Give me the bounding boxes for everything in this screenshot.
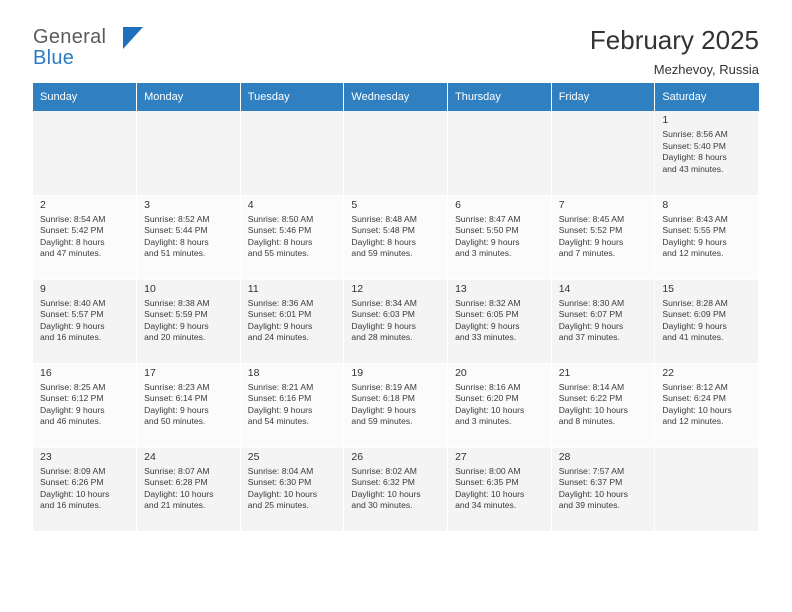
day-number: 25 bbox=[247, 450, 260, 463]
calendar-day-cell bbox=[448, 447, 552, 531]
day-info-line: Daylight: 8 hours bbox=[662, 152, 727, 163]
day-info-line: Daylight: 10 hours bbox=[662, 404, 732, 415]
day-number: 4 bbox=[247, 198, 254, 211]
calendar-header-row bbox=[33, 83, 759, 111]
day-info-line: Daylight: 10 hours bbox=[558, 404, 628, 415]
day-number: 7 bbox=[558, 198, 565, 211]
day-number: 16 bbox=[40, 366, 52, 379]
column-header-sunday: Sunday bbox=[33, 83, 137, 111]
day-number: 3 bbox=[144, 198, 150, 211]
day-info-line: and 25 minutes. bbox=[247, 500, 309, 511]
day-info-line: Daylight: 9 hours bbox=[455, 236, 520, 247]
calendar-day-cell bbox=[137, 363, 241, 447]
day-info-line: Daylight: 10 hours bbox=[40, 488, 110, 499]
calendar-day-cell bbox=[344, 279, 448, 363]
page-title: February 2025 bbox=[589, 25, 759, 55]
calendar-week-row bbox=[33, 279, 759, 363]
day-number: 10 bbox=[144, 282, 156, 295]
day-info-line: and 33 minutes. bbox=[455, 332, 517, 343]
calendar-day-cell bbox=[240, 195, 344, 279]
day-info-line: and 37 minutes. bbox=[558, 332, 620, 343]
day-info-line: Sunset: 5:48 PM bbox=[351, 225, 415, 236]
day-number: 2 bbox=[40, 198, 46, 211]
day-sun-info bbox=[351, 214, 441, 260]
day-sun-info bbox=[559, 298, 649, 344]
day-info-line: Sunset: 6:20 PM bbox=[455, 393, 519, 404]
title-block bbox=[590, 27, 759, 77]
day-sun-info bbox=[40, 298, 130, 344]
day-info-line: Sunrise: 8:07 AM bbox=[144, 465, 210, 476]
day-info-line: Sunset: 6:26 PM bbox=[40, 477, 104, 488]
day-info-line: Daylight: 10 hours bbox=[455, 488, 525, 499]
day-info-line: and 12 minutes. bbox=[662, 416, 724, 427]
calendar-day-cell bbox=[33, 447, 137, 531]
day-info-line: and 30 minutes. bbox=[351, 500, 413, 511]
day-sun-info bbox=[455, 466, 545, 512]
calendar-day-cell bbox=[551, 363, 655, 447]
day-info-line: Sunrise: 8:50 AM bbox=[247, 213, 314, 224]
day-info-line: and 16 minutes. bbox=[40, 332, 102, 343]
day-sun-info bbox=[662, 129, 752, 175]
day-sun-info bbox=[662, 214, 752, 260]
day-info-line: and 28 minutes. bbox=[351, 332, 413, 343]
day-info-line: and 24 minutes. bbox=[247, 332, 309, 343]
day-sun-info bbox=[559, 466, 649, 512]
day-info-line: Daylight: 10 hours bbox=[351, 488, 421, 499]
day-info-line: and 41 minutes. bbox=[662, 332, 724, 343]
day-sun-info bbox=[144, 466, 234, 512]
day-info-line: and 16 minutes. bbox=[40, 500, 102, 511]
flag-icon bbox=[123, 27, 143, 49]
column-header-wednesday: Wednesday bbox=[344, 83, 448, 111]
day-info-line: and 46 minutes. bbox=[40, 416, 102, 427]
day-sun-info bbox=[455, 214, 545, 260]
calendar-day-cell bbox=[551, 195, 655, 279]
calendar-day-cell bbox=[240, 447, 344, 531]
day-info-line: Sunrise: 8:48 AM bbox=[351, 213, 417, 224]
logo-text-general: General bbox=[33, 26, 107, 48]
day-info-line: Sunset: 5:40 PM bbox=[662, 140, 726, 151]
day-info-line: Sunset: 6:01 PM bbox=[247, 309, 312, 320]
day-sun-info bbox=[40, 382, 130, 428]
day-info-line: Sunset: 6:37 PM bbox=[558, 477, 623, 488]
day-info-line: Daylight: 9 hours bbox=[662, 236, 727, 247]
day-info-line: Sunset: 5:52 PM bbox=[558, 225, 623, 236]
day-number: 6 bbox=[455, 198, 461, 211]
day-number: 17 bbox=[144, 366, 156, 379]
day-info-line: and 3 minutes. bbox=[455, 416, 512, 427]
day-info-line: and 39 minutes. bbox=[558, 500, 620, 511]
day-number: 21 bbox=[558, 366, 571, 379]
day-info-line: Sunrise: 8:23 AM bbox=[144, 381, 210, 392]
day-info-line: Daylight: 9 hours bbox=[455, 320, 520, 331]
calendar-day-cell bbox=[137, 447, 241, 531]
day-info-line: Daylight: 9 hours bbox=[558, 320, 624, 331]
day-info-line: Sunrise: 8:54 AM bbox=[40, 213, 106, 224]
day-info-line: Sunrise: 8:28 AM bbox=[662, 297, 728, 308]
day-sun-info bbox=[559, 214, 649, 260]
calendar-cell-empty bbox=[448, 111, 552, 195]
page-header bbox=[33, 0, 759, 78]
day-info-line: Sunset: 6:05 PM bbox=[455, 309, 519, 320]
calendar-day-cell bbox=[448, 279, 552, 363]
day-info-line: Sunrise: 8:36 AM bbox=[247, 297, 314, 308]
day-info-line: Sunset: 5:59 PM bbox=[144, 309, 208, 320]
day-info-line: Sunrise: 8:12 AM bbox=[662, 381, 728, 392]
day-info-line: and 34 minutes. bbox=[455, 500, 517, 511]
day-sun-info bbox=[455, 382, 545, 428]
day-number: 24 bbox=[144, 450, 156, 463]
day-number: 8 bbox=[662, 198, 669, 211]
day-number: 22 bbox=[662, 366, 675, 379]
day-info-line: Sunset: 5:44 PM bbox=[144, 225, 208, 236]
day-info-line: Sunset: 6:14 PM bbox=[144, 393, 208, 404]
day-info-line: Sunset: 6:28 PM bbox=[144, 477, 208, 488]
logo-text-blue: Blue bbox=[33, 47, 75, 69]
day-number: 15 bbox=[662, 282, 675, 295]
day-info-line: Daylight: 8 hours bbox=[351, 236, 416, 247]
day-number: 20 bbox=[455, 366, 467, 379]
day-info-line: Daylight: 10 hours bbox=[247, 488, 318, 499]
day-info-line: and 51 minutes. bbox=[144, 248, 206, 259]
calendar-day-cell bbox=[137, 195, 241, 279]
day-number: 1 bbox=[662, 114, 669, 126]
day-info-line: Sunset: 5:57 PM bbox=[40, 309, 104, 320]
day-info-line: Daylight: 9 hours bbox=[662, 320, 727, 331]
day-number: 18 bbox=[247, 366, 260, 379]
calendar-cell-empty bbox=[240, 111, 344, 195]
calendar-day-cell bbox=[448, 195, 552, 279]
calendar-day-cell bbox=[344, 447, 448, 531]
day-info-line: Sunrise: 8:09 AM bbox=[40, 465, 106, 476]
day-info-line: Sunrise: 8:21 AM bbox=[247, 381, 314, 392]
day-info-line: Sunrise: 8:25 AM bbox=[40, 381, 106, 392]
day-info-line: Sunset: 6:07 PM bbox=[558, 309, 623, 320]
calendar-week-row bbox=[33, 363, 759, 447]
day-info-line: Daylight: 9 hours bbox=[247, 404, 313, 415]
day-info-line: Sunrise: 8:02 AM bbox=[351, 465, 417, 476]
day-info-line: Daylight: 9 hours bbox=[144, 320, 209, 331]
day-info-line: Sunrise: 8:40 AM bbox=[40, 297, 106, 308]
page-subtitle: Mezhevoy, Russia bbox=[653, 62, 759, 78]
day-number: 9 bbox=[40, 282, 46, 295]
day-info-line: Sunset: 6:16 PM bbox=[247, 393, 312, 404]
column-header-monday: Monday bbox=[137, 83, 241, 111]
calendar-day-cell bbox=[655, 195, 759, 279]
day-sun-info bbox=[144, 382, 234, 428]
calendar-day-cell bbox=[551, 279, 655, 363]
day-info-line: Daylight: 9 hours bbox=[40, 404, 105, 415]
day-number: 13 bbox=[455, 282, 467, 295]
day-info-line: and 54 minutes. bbox=[247, 416, 309, 427]
day-info-line: Daylight: 9 hours bbox=[144, 404, 209, 415]
day-info-line: Daylight: 9 hours bbox=[351, 404, 416, 415]
logo[interactable] bbox=[33, 27, 153, 73]
day-info-line: Daylight: 8 hours bbox=[40, 236, 105, 247]
day-sun-info bbox=[559, 382, 649, 428]
day-info-line: Sunset: 5:55 PM bbox=[662, 225, 726, 236]
column-header-friday: Friday bbox=[551, 83, 655, 111]
day-info-line: Sunrise: 8:34 AM bbox=[351, 297, 417, 308]
column-header-thursday: Thursday bbox=[448, 83, 552, 111]
day-number: 19 bbox=[351, 366, 364, 379]
day-info-line: and 21 minutes. bbox=[144, 500, 206, 511]
day-info-line: Sunset: 6:32 PM bbox=[351, 477, 415, 488]
day-info-line: and 50 minutes. bbox=[144, 416, 206, 427]
day-info-line: Sunset: 6:35 PM bbox=[455, 477, 519, 488]
day-number: 23 bbox=[40, 450, 52, 463]
day-info-line: and 8 minutes. bbox=[558, 416, 616, 427]
calendar-cell-empty bbox=[655, 447, 759, 531]
day-info-line: and 20 minutes. bbox=[144, 332, 206, 343]
day-number: 26 bbox=[351, 450, 364, 463]
day-number: 28 bbox=[558, 450, 571, 463]
day-info-line: Sunset: 5:50 PM bbox=[455, 225, 519, 236]
day-sun-info bbox=[662, 382, 752, 428]
day-sun-info bbox=[248, 214, 338, 260]
calendar-day-cell bbox=[240, 279, 344, 363]
day-info-line: Sunset: 6:30 PM bbox=[247, 477, 312, 488]
calendar-table bbox=[33, 83, 759, 532]
column-header-saturday: Saturday bbox=[655, 83, 759, 111]
calendar-day-cell bbox=[655, 111, 759, 195]
day-number: 12 bbox=[351, 282, 364, 295]
day-info-line: Sunrise: 8:56 AM bbox=[662, 129, 728, 139]
day-info-line: Sunset: 6:09 PM bbox=[662, 309, 726, 320]
day-info-line: Sunset: 6:18 PM bbox=[351, 393, 415, 404]
day-info-line: and 59 minutes. bbox=[351, 416, 413, 427]
day-info-line: and 3 minutes. bbox=[455, 248, 512, 259]
calendar-day-cell bbox=[344, 195, 448, 279]
day-info-line: Sunrise: 8:19 AM bbox=[351, 381, 417, 392]
day-info-line: Sunrise: 8:52 AM bbox=[144, 213, 210, 224]
calendar-cell-empty bbox=[137, 111, 241, 195]
calendar-body bbox=[33, 111, 759, 531]
column-header-tuesday: Tuesday bbox=[240, 83, 344, 111]
day-info-line: Sunset: 6:22 PM bbox=[558, 393, 623, 404]
day-info-line: Daylight: 10 hours bbox=[558, 488, 628, 499]
day-info-line: Sunrise: 8:47 AM bbox=[455, 213, 521, 224]
day-sun-info bbox=[351, 382, 441, 428]
day-info-line: Daylight: 10 hours bbox=[455, 404, 525, 415]
day-info-line: Sunrise: 8:16 AM bbox=[455, 381, 521, 392]
calendar-cell-empty bbox=[551, 111, 655, 195]
calendar-day-cell bbox=[448, 363, 552, 447]
day-info-line: Sunset: 5:46 PM bbox=[247, 225, 312, 236]
calendar-day-cell bbox=[344, 363, 448, 447]
day-info-line: Daylight: 10 hours bbox=[144, 488, 214, 499]
day-sun-info bbox=[351, 466, 441, 512]
calendar-week-row bbox=[33, 111, 759, 195]
day-info-line: Sunrise: 8:30 AM bbox=[558, 297, 625, 308]
day-sun-info bbox=[248, 382, 338, 428]
day-sun-info bbox=[662, 298, 752, 344]
day-info-line: and 47 minutes. bbox=[40, 248, 102, 259]
day-info-line: and 7 minutes. bbox=[558, 248, 616, 259]
day-sun-info bbox=[248, 466, 338, 512]
calendar-week-row bbox=[33, 447, 759, 531]
calendar-day-cell bbox=[655, 363, 759, 447]
day-sun-info bbox=[144, 214, 234, 260]
day-info-line: Sunset: 6:03 PM bbox=[351, 309, 415, 320]
day-info-line: Sunset: 6:12 PM bbox=[40, 393, 104, 404]
day-info-line: and 55 minutes. bbox=[247, 248, 309, 259]
calendar-cell-empty bbox=[344, 111, 448, 195]
day-info-line: Sunrise: 8:45 AM bbox=[558, 213, 625, 224]
calendar-day-cell bbox=[655, 279, 759, 363]
calendar-day-cell bbox=[240, 363, 344, 447]
day-sun-info bbox=[144, 298, 234, 344]
day-sun-info bbox=[351, 298, 441, 344]
calendar-day-cell bbox=[551, 447, 655, 531]
day-info-line: Sunrise: 8:43 AM bbox=[662, 213, 728, 224]
day-sun-info bbox=[40, 214, 130, 260]
day-number: 14 bbox=[558, 282, 571, 295]
day-number: 27 bbox=[455, 450, 467, 463]
day-info-line: Sunrise: 7:57 AM bbox=[558, 465, 625, 476]
day-info-line: Sunrise: 8:32 AM bbox=[455, 297, 521, 308]
day-info-line: and 12 minutes. bbox=[662, 248, 724, 259]
calendar-day-cell bbox=[33, 363, 137, 447]
calendar-day-cell bbox=[33, 279, 137, 363]
day-info-line: Sunrise: 8:38 AM bbox=[144, 297, 210, 308]
day-number: 5 bbox=[351, 198, 358, 211]
day-info-line: Sunrise: 8:14 AM bbox=[558, 381, 625, 392]
day-info-line: Daylight: 8 hours bbox=[144, 236, 209, 247]
day-info-line: Daylight: 9 hours bbox=[558, 236, 624, 247]
day-info-line: Daylight: 9 hours bbox=[247, 320, 313, 331]
day-info-line: and 43 minutes. bbox=[662, 163, 724, 174]
day-info-line: and 59 minutes. bbox=[351, 248, 413, 259]
day-info-line: Daylight: 8 hours bbox=[247, 236, 313, 247]
day-number: 11 bbox=[247, 282, 259, 295]
day-info-line: Sunset: 5:42 PM bbox=[40, 225, 104, 236]
day-sun-info bbox=[455, 298, 545, 344]
day-sun-info bbox=[40, 466, 130, 512]
day-info-line: Sunset: 6:24 PM bbox=[662, 393, 726, 404]
day-info-line: Sunrise: 8:04 AM bbox=[247, 465, 314, 476]
calendar-week-row bbox=[33, 195, 759, 279]
day-info-line: Daylight: 9 hours bbox=[351, 320, 416, 331]
calendar-day-cell bbox=[137, 279, 241, 363]
day-sun-info bbox=[248, 298, 338, 344]
calendar-cell-empty bbox=[33, 111, 137, 195]
calendar-day-cell bbox=[33, 195, 137, 279]
day-info-line: Sunrise: 8:00 AM bbox=[455, 465, 521, 476]
day-info-line: Daylight: 9 hours bbox=[40, 320, 105, 331]
